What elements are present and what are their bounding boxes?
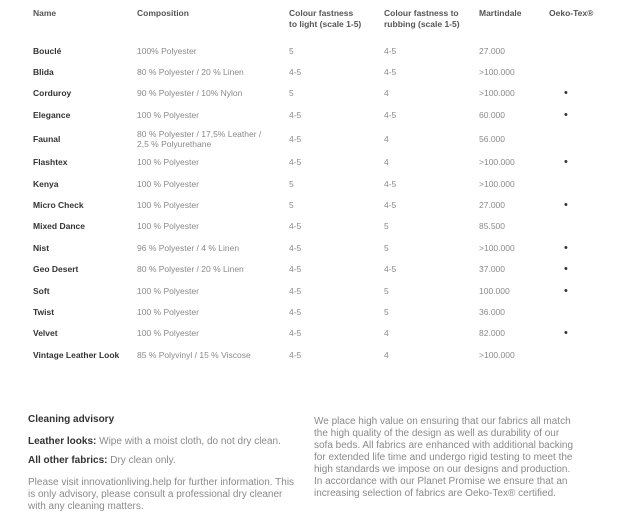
oekotex-bullet: • [564, 284, 568, 297]
fabric-name: Geo Desert [33, 264, 79, 275]
table-row [28, 259, 603, 280]
martindale-value: 37.000 [479, 264, 505, 275]
rubbing-fastness: 4 [384, 133, 389, 144]
fabric-composition [132, 216, 284, 237]
fabric-table [28, 8, 603, 365]
rubbing-fastness: 4-5 [384, 200, 397, 211]
oekotex-bullet: • [564, 87, 568, 100]
composition-line: 85 % Polyvinyl / 15 % Viscose [137, 349, 251, 360]
oekotex-bullet: • [564, 241, 568, 254]
cleaning-advisory [28, 414, 298, 513]
rubbing-fastness: 4 [384, 328, 389, 339]
fabric-name: Kenya [33, 178, 59, 189]
rubbing-fastness: 4 [384, 157, 389, 168]
martindale-value: 36.000 [479, 306, 505, 317]
oekotex-bullet [544, 40, 603, 61]
rubbing-fastness: 5 [384, 285, 389, 296]
composition-line: 100 % Polyester [137, 178, 199, 189]
composition-line: 80 % Polyester / 20 % Linen [137, 264, 244, 275]
fabric-name: Vintage Leather Look [33, 349, 120, 360]
oekotex-bullet [544, 301, 603, 322]
advisory-leather [28, 436, 298, 448]
composition-line: 96 % Polyester / 4 % Linen [137, 242, 240, 253]
fabric-name: Micro Check [33, 200, 84, 211]
table-row [28, 152, 603, 173]
fabric-name: Mixed Dance [33, 221, 85, 232]
table-row [28, 173, 603, 194]
light-fastness: 4-5 [289, 133, 302, 144]
light-fastness: 4-5 [289, 242, 302, 253]
table-row [28, 194, 603, 215]
martindale-value: 60.000 [479, 109, 505, 120]
oekotex-bullet [544, 61, 603, 82]
martindale-value: 85.500 [479, 221, 505, 232]
oekotex-bullet [544, 344, 603, 365]
leather-text: Wipe with a moist cloth, do not dry clean. [99, 436, 281, 447]
martindale-value: >100.000 [479, 157, 515, 168]
martindale-value: 82.000 [479, 328, 505, 339]
fabric-composition [132, 301, 284, 322]
composition-line: 100 % Polyester [137, 157, 199, 168]
martindale-value: >100.000 [479, 67, 515, 78]
table-body [28, 40, 603, 365]
light-fastness: 4-5 [289, 285, 302, 296]
header-name: Name [33, 8, 57, 18]
table-row [28, 237, 603, 258]
fabric-name: Twist [33, 306, 55, 317]
header-rubbing-line2: rubbing (scale 1-5) [384, 19, 460, 29]
composition-line: 100 % Polyester [137, 328, 199, 339]
fabric-composition [132, 173, 284, 194]
rubbing-fastness: 4-5 [384, 109, 397, 120]
header-composition: Composition [137, 8, 189, 18]
oekotex-bullet: • [564, 327, 568, 340]
composition-line: 100 % Polyester [137, 221, 199, 232]
martindale-value: >100.000 [479, 242, 515, 253]
fabric-name: Faunal [33, 133, 61, 144]
table-row [28, 126, 603, 152]
advisory-note: Please visit innovationliving.help for further information. This is only advisory, please consult a professional dry cleaner with any cleaning matters. [28, 477, 295, 512]
fabric-composition [132, 83, 284, 104]
light-fastness: 4-5 [289, 306, 302, 317]
martindale-value: >100.000 [479, 88, 515, 99]
fabric-composition [132, 126, 284, 152]
oekotex-bullet: • [564, 263, 568, 276]
fabric-composition [132, 40, 284, 61]
rubbing-fastness: 5 [384, 242, 389, 253]
header-light-fastness [284, 8, 379, 40]
light-fastness: 5 [289, 45, 294, 56]
table-row [28, 104, 603, 125]
fabric-name: Flashtex [33, 157, 68, 168]
fabric-name: Elegance [33, 109, 71, 120]
fabric-composition [132, 344, 284, 365]
fabric-composition [132, 237, 284, 258]
header-rubbing-line1: Colour fastness to [384, 8, 459, 18]
martindale-value: 27.000 [479, 200, 505, 211]
table-header-row [28, 8, 603, 40]
fabric-name: Nist [33, 242, 50, 253]
martindale-value: 27.000 [479, 45, 505, 56]
leather-label: Leather looks: [28, 436, 97, 447]
header-oekotex: Oeko-Tex® [549, 8, 594, 18]
other-label: All other fabrics: [28, 455, 108, 466]
light-fastness: 5 [289, 88, 294, 99]
oekotex-bullet: • [564, 156, 568, 169]
composition-line: 100 % Polyester [137, 109, 199, 120]
rubbing-fastness: 5 [384, 306, 389, 317]
advisory-other [28, 455, 298, 467]
light-fastness: 5 [289, 178, 294, 189]
composition-line: 100 % Polyester [137, 285, 199, 296]
composition-line: 100% Polyester [137, 45, 197, 56]
header-light-line1: Colour fastness [289, 8, 354, 18]
rubbing-fastness: 4-5 [384, 67, 397, 78]
rubbing-fastness: 4-5 [384, 45, 397, 56]
martindale-value: 100.000 [479, 285, 510, 296]
light-fastness: 4-5 [289, 264, 302, 275]
fabric-name: Corduroy [33, 88, 72, 99]
header-rubbing-fastness [379, 8, 474, 40]
oekotex-bullet [544, 173, 603, 194]
light-fastness: 4-5 [289, 349, 302, 360]
table-row [28, 216, 603, 237]
oekotex-bullet [544, 216, 603, 237]
martindale-value: >100.000 [479, 349, 515, 360]
composition-line: 100 % Polyester [137, 200, 199, 211]
rubbing-fastness: 4 [384, 349, 389, 360]
fabric-name: Soft [33, 285, 50, 296]
fabric-name: Velvet [33, 328, 58, 339]
table-row [28, 83, 603, 104]
composition-line: 100 % Polyester [137, 306, 199, 317]
fabric-composition [132, 104, 284, 125]
other-text: Dry clean only. [110, 455, 176, 466]
fabric-composition [132, 259, 284, 280]
martindale-value: >100.000 [479, 178, 515, 189]
fabric-composition [132, 152, 284, 173]
oekotex-bullet [544, 126, 603, 152]
composition-line: 2,5 % Polyurethane [137, 138, 212, 149]
fabric-composition [132, 194, 284, 215]
table-row [28, 280, 603, 301]
fabric-name: Blida [33, 67, 54, 78]
light-fastness: 5 [289, 200, 294, 211]
light-fastness: 4-5 [289, 109, 302, 120]
fabric-composition [132, 323, 284, 344]
table-row [28, 344, 603, 365]
composition-line: 90 % Polyester / 10% Nylon [137, 88, 243, 99]
composition-line: 80 % Polyester / 17,5% Leather / [137, 128, 262, 139]
header-light-line2: to light (scale 1-5) [289, 19, 362, 29]
rubbing-fastness: 4-5 [384, 178, 397, 189]
light-fastness: 4-5 [289, 328, 302, 339]
oekotex-bullet: • [564, 199, 568, 212]
table-row [28, 61, 603, 82]
martindale-value: 56.000 [479, 133, 505, 144]
table-row [28, 323, 603, 344]
light-fastness: 4-5 [289, 67, 302, 78]
light-fastness: 4-5 [289, 221, 302, 232]
oekotex-bullet: • [564, 108, 568, 121]
rubbing-fastness: 4 [384, 88, 389, 99]
rubbing-fastness: 5 [384, 221, 389, 232]
table-row [28, 301, 603, 322]
fabric-name: Bouclé [33, 45, 62, 56]
rubbing-fastness: 4-5 [384, 264, 397, 275]
fabric-composition [132, 280, 284, 301]
quality-promise-text: We place high value on ensuring that our fabrics all match the high quality of the design as well as durability of our sofa beds. All fabrics are enhanced with additional backing for extended life time and undergo rigid testing to meet the high standards we impose on our designs and production. In accordance with our Planet Promise we ensure that an increasing selection of fabrics are Oeko-Tex® certified. [314, 416, 574, 499]
composition-line: 80 % Polyester / 20 % Linen [137, 67, 244, 78]
light-fastness: 4-5 [289, 157, 302, 168]
table-row [28, 40, 603, 61]
advisory-title: Cleaning advisory [28, 414, 115, 425]
header-martindale: Martindale [479, 8, 522, 18]
fabric-composition [132, 61, 284, 82]
